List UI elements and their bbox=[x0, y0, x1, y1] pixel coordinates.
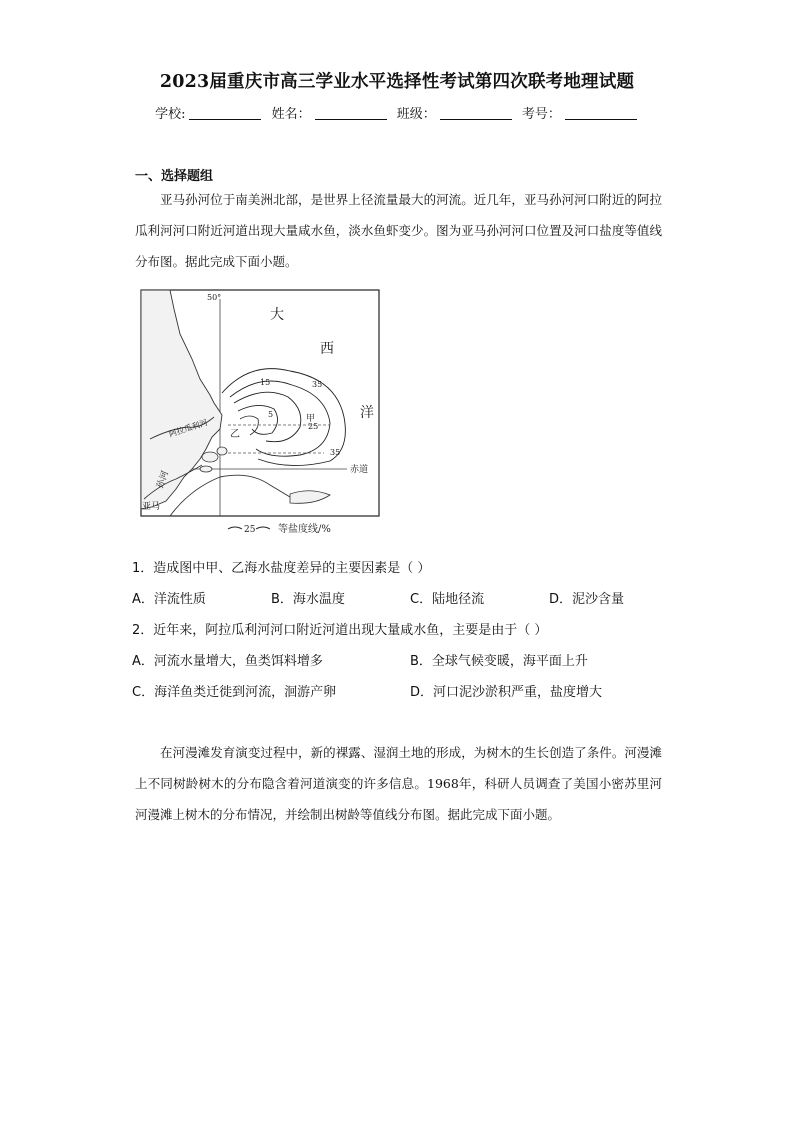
island bbox=[217, 447, 227, 455]
equator-label: 赤道 bbox=[350, 465, 369, 475]
q2-option-b[interactable]: B．全球气候变暖，海平面上升 bbox=[410, 654, 588, 669]
point-jia: 甲 bbox=[306, 414, 316, 424]
q1-option-a[interactable]: A．洋流性质 bbox=[132, 592, 206, 607]
section-title: 一、选择题组 bbox=[135, 169, 214, 184]
island bbox=[200, 466, 212, 472]
question-1: 1．造成图中甲、乙海水盐度差异的主要因素是（ ） bbox=[132, 561, 431, 576]
isoline-label: 5 bbox=[268, 410, 274, 419]
ocean-char-1: 大 bbox=[270, 307, 284, 323]
river-label-amazon-a: 亚马 bbox=[142, 502, 161, 512]
id-label: 考号： bbox=[521, 107, 561, 122]
page-title: 2023届重庆市高三学业水平选择性考试第四次联考地理试题 bbox=[159, 72, 635, 92]
q2-option-d[interactable]: D．河口泥沙淤积严重，盐度增大 bbox=[410, 685, 603, 700]
school-blank[interactable] bbox=[189, 106, 261, 120]
passage-2-text: 在河漫滩发育演变过程中，新的裸露、湿润土地的形成，为树木的生长创造了条件。河漫滩上不同树龄树木的分布隐含着河道演变的许多信息。1968年，科研人员调查了美国小密苏里河河漫滩上树木的分布情况，并绘制出树龄等值线分布图。据此完成下面小题。 bbox=[135, 745, 662, 822]
name-label: 姓名： bbox=[271, 107, 311, 122]
passage-2 bbox=[135, 737, 662, 830]
q2-option-c[interactable]: C．海洋鱼类迁徙到河流，洄游产卵 bbox=[132, 685, 337, 700]
isoline-label: 25 bbox=[308, 422, 319, 431]
q2-option-a[interactable]: A．河流水量增大，鱼类饵料增多 bbox=[132, 654, 323, 669]
class-blank[interactable] bbox=[440, 106, 512, 120]
legend-line-left bbox=[228, 527, 242, 529]
id-blank[interactable] bbox=[565, 106, 637, 120]
school-label: 学校: bbox=[155, 107, 186, 122]
student-info-row bbox=[0, 103, 794, 122]
longitude-label: 50° bbox=[207, 293, 222, 302]
passage-1-text: 亚马孙河位于南美洲北部，是世界上径流量最大的河流。近几年，亚马孙河河口附近的阿拉瓜利河河口附近河道出现大量咸水鱼，淡水鱼虾变少。图为亚马孙河河口位置及河口盐度等值线分布图。据此完成下面小题。 bbox=[135, 192, 662, 269]
point-yi: 乙 bbox=[230, 429, 240, 440]
legend-value: 25 bbox=[244, 525, 256, 535]
q1-option-c[interactable]: C．陆地径流 bbox=[410, 592, 485, 607]
ocean-char-3: 洋 bbox=[360, 405, 374, 421]
class-label: 班级： bbox=[396, 107, 436, 122]
passage-1 bbox=[135, 184, 662, 277]
legend-label: 等盐度线/% bbox=[278, 524, 331, 535]
amazon-estuary-salinity-map bbox=[140, 289, 382, 539]
legend-line-right bbox=[256, 527, 270, 529]
isoline-label: 35 bbox=[312, 380, 323, 389]
q1-option-b[interactable]: B．海水温度 bbox=[271, 592, 345, 607]
river-label-amazon-b: 孙河 bbox=[155, 469, 171, 491]
q1-option-d[interactable]: D．泥沙含量 bbox=[549, 592, 625, 607]
ocean-char-2: 西 bbox=[320, 341, 334, 357]
name-blank[interactable] bbox=[315, 106, 387, 120]
isoline-label: 35 bbox=[330, 448, 341, 457]
isoline-label: 15 bbox=[260, 378, 271, 387]
island bbox=[202, 452, 218, 462]
question-2: 2．近年来，阿拉瓜利河河口附近河道出现大量咸水鱼，主要是由于（ ） bbox=[132, 623, 548, 638]
river-label-araguari: 阿拉瓜利河 bbox=[167, 417, 209, 439]
